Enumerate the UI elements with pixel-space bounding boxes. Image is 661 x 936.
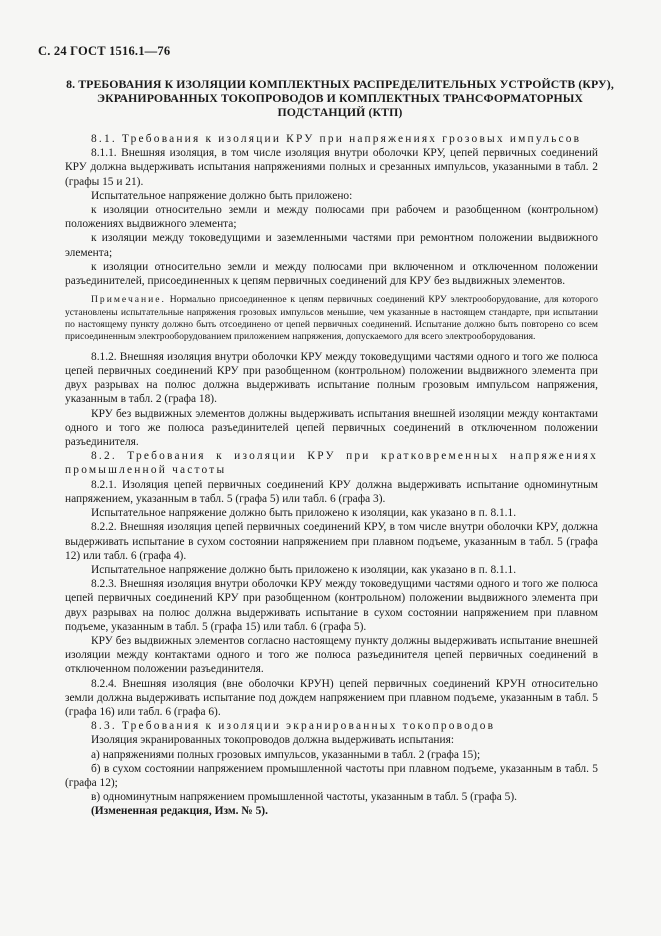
- paragraph: 8.1.1. Внешняя изоляция, в том числе изоляция внутри оболочки КРУ, цепей первичных соединений КРУ должна выдерживать испытания напряжениями полных и срезанных импульсов, указанными в табл. 2 (графы 15 и 21).: [65, 147, 598, 188]
- paragraph: Испытательное напряжение должно быть приложено:: [91, 189, 353, 202]
- paragraph: 8.2.3. Внешняя изоляция внутри оболочки КРУ между токоведущими частями одного и того же полюса цепей первичных соединений КРУ при разобщенном (контрольном) положении выдвижного элемента при двух разрывах на полюс должна выдерживать испытание в сухом состоянии напряжением при плавном подъеме, указанным в табл. 5 (графа 15) или табл. 6 (графа 5).: [65, 578, 598, 633]
- document-body: [65, 132, 598, 819]
- paragraph: к изоляции между токоведущими и заземленными частями при ремонтном положении выдвижного элемента;: [65, 232, 598, 259]
- paragraph: 8.1.2. Внешняя изоляция внутри оболочки КРУ между токоведущими частями одного и того же полюса цепей первичных соединений КРУ при разобщенном (контрольном) положении выдвижного элемента при двух разрывах на полюс должна выдерживать испытание полным грозовым импульсом напряжения, указанным в табл. 2 (графа 18).: [65, 350, 598, 406]
- paragraph: к изоляции относительно земли и между полюсами при включенном и отключенном положении разъединителей, присоединенных к цепям первичных соединений для КРУ без выдвижных элементов.: [65, 260, 598, 288]
- amendment-note: (Измененная редакция, Изм. № 5).: [91, 805, 268, 818]
- subsection-heading-8-2: 8.2. Требования к изоляции КРУ при кратковременных напряжениях промышленной частоты: [65, 450, 598, 477]
- note: [65, 294, 598, 344]
- paragraph: 8.2.1. Изоляция цепей первичных соединений КРУ должна выдерживать испытание одноминутным напряжением, указанным в табл. 5 (графа 5) или табл. 6 (графа 3).: [65, 478, 598, 505]
- paragraph: КРУ без выдвижных элементов должны выдерживать испытания внешней изоляции между контактами одного и того же полюса разъединителей цепей первичных соединений в отключенном положении разъединителя.: [65, 407, 598, 449]
- subsection-heading-8-3: 8.3. Требования к изоляции экранированных токопроводов: [91, 720, 496, 733]
- paragraph: Изоляция экранированных токопроводов должна выдерживать испытания:: [91, 734, 454, 747]
- paragraph: 8.2.4. Внешняя изоляция (вне оболочки КРУН) цепей первичных соединений КРУН относительно земли должна выдерживать испытание под дождем напряжением при плавном подъеме, указанным в табл. 5 (графа 16) или табл. 6 (графа 6).: [65, 677, 598, 718]
- list-item: а) напряжениями полных грозовых импульсов, указанными в табл. 2 (графа 15);: [91, 748, 481, 761]
- page-header: С. 24 ГОСТ 1516.1—76: [38, 44, 171, 58]
- paragraph: КРУ без выдвижных элементов согласно настоящему пункту должны выдерживать испытание внешней изоляции между контактами одного и того же полюса разъединителя цепей первичных соединений в отключенном положении разъединителя.: [65, 634, 598, 676]
- paragraph: к изоляции относительно земли и между полюсами при рабочем и разобщенном (контрольном) положениях выдвижного элемента;: [65, 204, 598, 231]
- subsection-heading-8-1: 8.1. Требования к изоляции КРУ при напряжениях грозовых импульсов: [91, 133, 582, 145]
- list-item: б) в сухом состоянии напряжением промышленной частоты при плавном подъеме, указанным в табл. 5 (графа 12);: [65, 762, 598, 789]
- section-title: 8. ТРЕБОВАНИЯ К ИЗОЛЯЦИИ КОМПЛЕКТНЫХ РАСПРЕДЕЛИТЕЛЬНЫХ УСТРОЙСТВ (КРУ), ЭКРАНИРОВАННЫХ ТОКОПРОВОДОВ И КОМПЛЕКТНЫХ ТРАНСФОРМАТОРНЫХ ПОДСТАНЦИЙ (КТП): [66, 77, 614, 119]
- paragraph: 8.2.2. Внешняя изоляция цепей первичных соединений КРУ, в том числе внутри оболочки КРУ, должна выдерживать испытание в сухом состоянии напряжением при плавном подъеме, указанным в табл. 5 (графа 12) или табл. 6 (графа 4).: [65, 521, 598, 562]
- list-item: в) одноминутным напряжением промышленной частоты, указанным в табл. 5 (графа 5).: [91, 791, 517, 804]
- note-text: Нормально присоединенное к цепям первичных соединений КРУ электрооборудование, для которого установлены испытательные напряжения грозовых импульсов меньшие, чем указанные в настоящем стандарте, при испытании по настоящему пункту должно быть отсоединено от цепей первичных соединений. Испытание должно быть повторено со всем присоединенным электрооборудованием приложением напряжения, допускаемого для всего электрооборудования.: [65, 294, 598, 343]
- paragraph: Испытательное напряжение должно быть приложено к изоляции, как указано в п. 8.1.1.: [91, 507, 517, 520]
- paragraph: Испытательное напряжение должно быть приложено к изоляции, как указано в п. 8.1.1.: [91, 563, 517, 576]
- note-label: Примечание.: [91, 294, 166, 306]
